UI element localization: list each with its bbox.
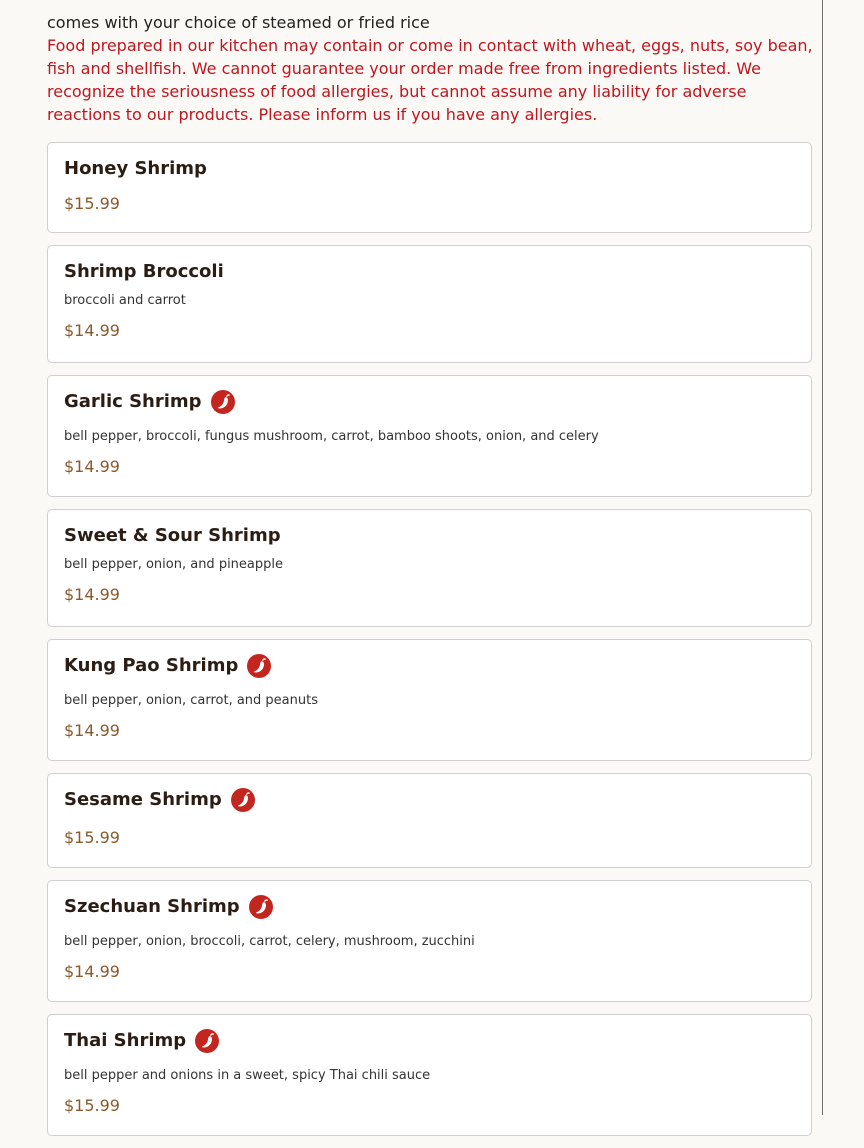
chili-pepper-icon <box>195 1029 219 1053</box>
menu-item-name: Shrimp Broccoli <box>64 261 224 282</box>
menu-item-description: bell pepper, onion, carrot, and peanuts <box>64 693 318 708</box>
menu-item-title-row <box>64 376 795 414</box>
menu-item-description: bell pepper and onions in a sweet, spicy Thai chili sauce <box>64 1068 431 1083</box>
menu-item-description: bell pepper, onion, and pineapple <box>64 557 284 572</box>
menu-item-name: Sesame Shrimp <box>64 789 222 810</box>
menu-item-name: Sweet & Sour Shrimp <box>64 525 281 546</box>
menu-item-card[interactable] <box>47 1014 812 1136</box>
chili-pepper-icon <box>249 895 273 919</box>
chili-pepper-icon <box>247 654 271 678</box>
menu-item-name: Honey Shrimp <box>64 158 207 179</box>
menu-item-card[interactable] <box>47 509 812 627</box>
menu-item-price: $14.99 <box>64 585 120 604</box>
menu-item-title-row <box>64 510 795 548</box>
menu-item-title-row <box>64 774 795 812</box>
menu-item-name: Thai Shrimp <box>64 1030 187 1051</box>
menu-item-description: bell pepper, broccoli, fungus mushroom, carrot, bamboo shoots, onion, and celery <box>64 429 599 444</box>
menu-item-price: $14.99 <box>64 321 120 340</box>
menu-item-card[interactable] <box>47 142 812 233</box>
menu-item-title-row <box>64 1015 795 1053</box>
menu-item-description: bell pepper, onion, broccoli, carrot, celery, mushroom, zucchini <box>64 934 475 949</box>
menu-item-card[interactable] <box>47 880 812 1002</box>
menu-item-card[interactable] <box>47 245 812 363</box>
chili-pepper-icon <box>211 390 235 414</box>
menu-item-price: $15.99 <box>64 194 120 213</box>
section-subtitle: comes with your choice of steamed or fried rice <box>47 13 430 32</box>
menu-item-name: Kung Pao Shrimp <box>64 655 239 676</box>
menu-item-name: Szechuan Shrimp <box>64 896 240 917</box>
menu-item-price: $15.99 <box>64 828 120 847</box>
allergy-notice: Food prepared in our kitchen may contain or come in contact with wheat, eggs, nuts, soy bean, fish and shellfish. We cannot guarantee your order made free from ingredients listed. We recognize the seriousness of food allergies, but cannot assume any liability for adverse reactions to our products. Please inform us if you have any allergies. <box>47 36 813 124</box>
menu-item-price: $14.99 <box>64 721 120 740</box>
menu-item-price: $14.99 <box>64 457 120 476</box>
menu-item-title-row <box>64 246 795 284</box>
menu-item-price: $15.99 <box>64 1096 120 1115</box>
chili-pepper-icon <box>231 788 255 812</box>
menu-item-card[interactable] <box>47 773 812 868</box>
menu-item-name: Garlic Shrimp <box>64 391 202 412</box>
menu-item-card[interactable] <box>47 375 812 497</box>
menu-item-title-row <box>64 143 795 181</box>
menu-item-title-row <box>64 640 795 678</box>
menu-item-price: $14.99 <box>64 962 120 981</box>
menu-item-description: broccoli and carrot <box>64 293 186 308</box>
menu-item-list <box>47 142 812 1148</box>
menu-item-card[interactable] <box>47 639 812 761</box>
menu-item-title-row <box>64 881 795 919</box>
